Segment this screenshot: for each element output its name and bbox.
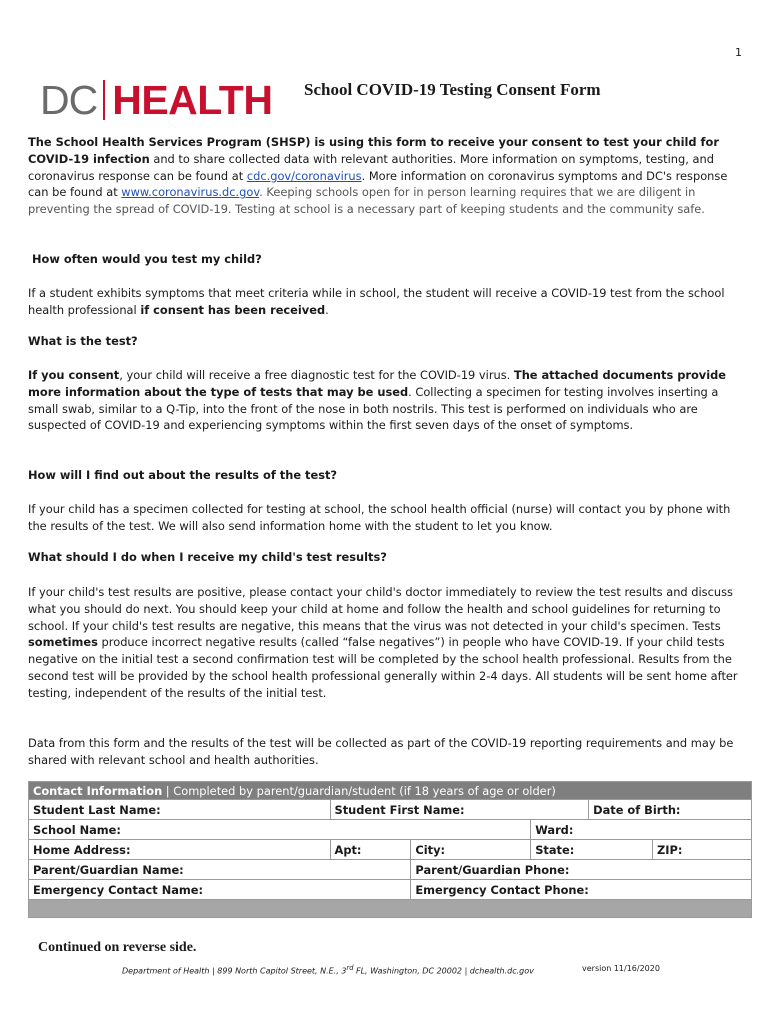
apt-field[interactable]: Apt: [330, 840, 411, 860]
q2-text-1: , your child will receive a free diagnostic test for the COVID-19 virus. [119, 368, 514, 382]
contact-header-title: Contact Information [33, 783, 163, 798]
q1-text: If a student exhibits symptoms that meet criteria while in school, the student will receive a COVID-19 test from the school health professional [28, 286, 725, 317]
contact-row-address [29, 840, 752, 860]
page-title: School COVID-19 Testing Consent Form [304, 80, 601, 99]
q2-bold-1: If you consent [28, 368, 120, 382]
q3-heading: How will I find out about the results of the test? [28, 468, 338, 482]
parent-guardian-phone-field[interactable]: Parent/Guardian Phone: [411, 860, 752, 880]
student-first-name-field[interactable]: Student First Name: [330, 800, 589, 820]
page-number: 1 [735, 46, 742, 59]
logo-dc: DC [40, 76, 98, 123]
q2-bold-2: The attached documents provide more information about the type of tests that may be used [28, 368, 727, 399]
continued-note: Continued on reverse side. [38, 940, 197, 955]
q1-bold: if consent has been received [140, 302, 326, 317]
cdc-link[interactable]: cdc.gov/coronavirus [246, 168, 362, 183]
q4-heading: What should I do when I receive my child's test results? [28, 550, 387, 564]
contact-shaded-row [29, 900, 752, 918]
q2-heading: What is the test? [28, 334, 138, 348]
q1-paragraph [28, 285, 743, 319]
parent-guardian-name-field[interactable]: Parent/Guardian Name: [29, 860, 411, 880]
q1-end: . [325, 302, 329, 317]
contact-row-emergency [29, 880, 752, 900]
intro-bold: The School Health Services Program (SHSP) is using this form to receive your consent to test your child for COVID-19 infection [28, 135, 719, 166]
coronavirus-dc-link[interactable]: www.coronavirus.dc.gov [121, 185, 260, 200]
contact-header-row [29, 782, 752, 800]
intro-text-1: and to share collected data with relevant authorities. More information on symptoms, testing, and coronavirus response can be found at [28, 151, 714, 183]
ward-field[interactable]: Ward: [531, 820, 752, 840]
data-sharing-note: Data from this form and the results of the test will be collected as part of the COVID-19 reporting requirements and may be shared with relevant school and health authorities. [28, 736, 734, 767]
contact-row-guardian [29, 860, 752, 880]
date-of-birth-field[interactable]: Date of Birth: [589, 800, 752, 820]
contact-information-table [28, 781, 752, 918]
emergency-contact-name-field[interactable]: Emergency Contact Name: [29, 880, 411, 900]
footer-pre: Department of Health | 899 North Capitol Street, N.E., 3 [122, 966, 347, 976]
q4-text-1: If your child's test results are positive, please contact your child's doctor immediately to review the test results and discuss what you should do next. You should keep your child at home and follow the health and school guidelines for returning to school. If your child's test results are negative, this means that the virus was not detected in your child's specimen. Tests [28, 585, 733, 633]
emergency-contact-phone-field[interactable]: Emergency Contact Phone: [411, 880, 752, 900]
dc-health-logo [40, 78, 272, 122]
city-field[interactable]: City: [411, 840, 531, 860]
school-name-field[interactable]: School Name: [29, 820, 531, 840]
home-address-field[interactable]: Home Address: [29, 840, 331, 860]
q2-text-2: . Collecting a specimen for testing involves inserting a small swab, similar to a Q-Tip, into the front of the nose in both nostrils. This test is performed on individuals who are suspected of COVID-19 and experiencing symptoms within the first seven days of the onset of symptoms. [28, 384, 719, 433]
footer-address [122, 964, 534, 976]
q4-text-2: produce incorrect negative results (called “false negatives”) in people who have COVID-19. If your child tests negative on the initial test a second confirmation test will be completed by the school health professional. Results from the second test will be provided by the school health professional generally within 2-4 days. All students will be sent home after testing, independent of the results of the initial test. [28, 635, 738, 700]
intro-text-2: . More information on coronavirus symptoms and DC's response can be found at [28, 168, 728, 200]
contact-row-school [29, 820, 752, 840]
q4-bold: sometimes [28, 635, 98, 650]
q2-paragraph [28, 367, 743, 434]
q4-paragraph [28, 584, 743, 702]
contact-header [29, 782, 752, 800]
intro-text-3: . Keeping schools open for in person learning requires that we are diligent in preventing the spread of COVID-19. Testing at school is a necessary part of keeping students and the community safe. [28, 185, 705, 217]
footer-version: version 11/16/2020 [582, 964, 660, 973]
logo-divider [103, 80, 105, 120]
footer-sup: rd [346, 964, 354, 972]
zip-field[interactable]: ZIP: [653, 840, 752, 860]
student-last-name-field[interactable]: Student Last Name: [29, 800, 331, 820]
contact-header-note: | Completed by parent/guardian/student (if 18 years of age or older) [162, 783, 556, 798]
q1-heading: How often would you test my child? [32, 252, 262, 266]
state-field[interactable]: State: [531, 840, 653, 860]
footer-post: FL, Washington, DC 20002 | dchealth.dc.gov [353, 966, 534, 976]
shaded-bar [29, 900, 752, 918]
q3-paragraph: If your child has a specimen collected for testing at school, the school health official (nurse) will contact you by phone with the results of the test. We will also send information home with the student to let you know. [28, 502, 731, 533]
intro-paragraph [28, 134, 743, 218]
contact-row-student [29, 800, 752, 820]
logo-health: HEALTH [112, 76, 273, 123]
